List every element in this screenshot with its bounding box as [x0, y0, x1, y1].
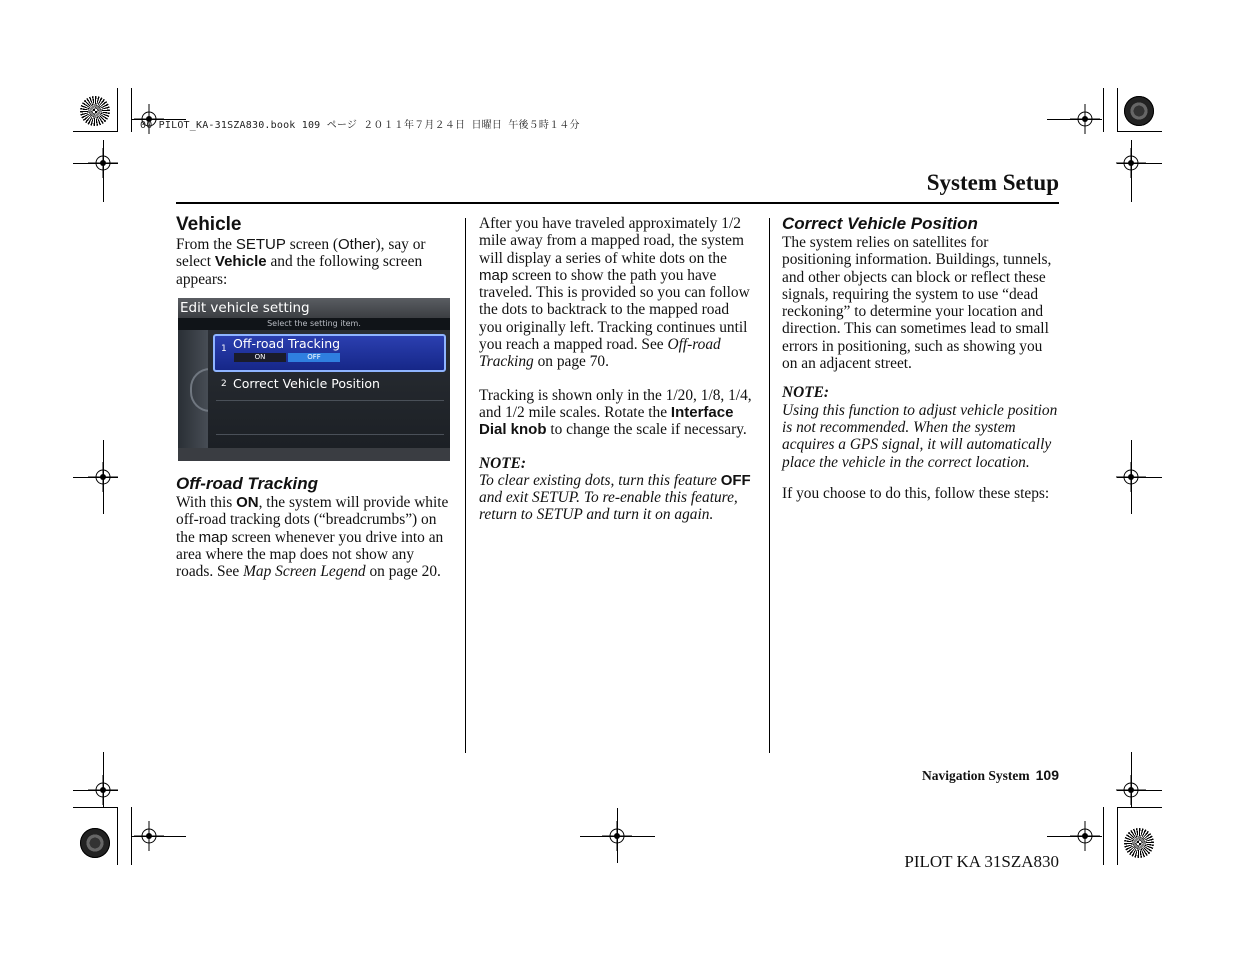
print-header: 00 PILOT_KA-31SZA830.book 109 ページ ２０１１年７月２４日 日曜日 午後５時１４分 — [140, 120, 580, 131]
crop-mark — [1117, 163, 1162, 164]
option-on[interactable]: ON — [234, 353, 286, 362]
crop-mark — [1047, 119, 1102, 120]
screen-footer-bar — [178, 448, 450, 461]
menu-item-number: 2 — [221, 379, 227, 389]
crop-mark — [73, 163, 118, 164]
crop-mark — [73, 131, 118, 132]
crop-mark — [117, 807, 118, 865]
off-road-tracking-body: With this ON, the system will provide white off-road tracking dots (“breadcrumbs”) on the map screen whenever you drive into an area where the map does not show any roads. See Map Screen Legend on page 20. — [176, 494, 449, 581]
vehicle-term: Vehicle — [214, 253, 267, 271]
edit-vehicle-setting-screen — [178, 298, 450, 461]
crop-mark — [1103, 807, 1104, 865]
paragraph-scales: Tracking is shown only in the 1/20, 1/8, 1/4, and 1/2 mile scales. Rotate the Interface Dial knob to change the scale if necessary. — [479, 386, 752, 439]
column-1-lower — [176, 474, 451, 580]
crop-mark — [131, 836, 186, 837]
crop-mark — [1103, 88, 1104, 132]
paragraph-dots: After you have traveled approximately 1/2 mile away from a mapped road, the system will display a series of white dots on the map screen to show the path you have traveled. This is provided so you can follow the dots to backtrack to the mapped road you originally left. Tracking continues until you reach a mapped road. See Off-road Tracking on page 70. — [479, 215, 750, 371]
menu-item-number: 1 — [221, 344, 227, 354]
menu-item-correct-vehicle-position[interactable]: Correct Vehicle Position — [233, 376, 380, 391]
crop-mark — [1131, 140, 1132, 202]
crop-mark — [103, 752, 104, 807]
cross-reference: Off-road Tracking — [479, 336, 721, 371]
crop-mark — [73, 790, 118, 791]
crop-mark — [1047, 836, 1102, 837]
crop-mark — [73, 477, 118, 478]
crop-mark — [131, 88, 132, 132]
map-term: map — [479, 266, 509, 284]
crop-mark — [1117, 131, 1162, 132]
note-body: To clear existing dots, turn this feature OFF and exit SETUP. To re-enable this feature, return to SETUP and turn it on again. — [479, 471, 751, 524]
menu-item-label: Off-road Tracking — [233, 336, 341, 351]
crop-mark — [1117, 790, 1162, 791]
crop-mark — [1117, 807, 1162, 808]
option-off[interactable]: OFF — [288, 353, 340, 362]
menu-divider — [216, 400, 444, 401]
map-term: map — [198, 528, 228, 546]
section-title: System Setup — [926, 170, 1059, 195]
note-label: NOTE: — [782, 384, 830, 402]
crop-mark — [1131, 752, 1132, 807]
paragraph-gps: The system relies on satellites for positioning information. Buildings, tunnels, and other objects can block or reflect these signals, requiring the system to use “dead reckoning” to determine your location and direction. This can sometimes lead to small errors in positioning, such as showing you on an adjacent street. — [782, 234, 1052, 373]
on-term: ON — [236, 494, 259, 511]
crop-mark — [617, 808, 618, 863]
paragraph-steps: If you choose to do this, follow these steps: — [782, 484, 1050, 502]
column-divider — [465, 218, 466, 753]
title-rule — [176, 202, 1059, 204]
column-divider — [769, 218, 770, 753]
crop-mark — [103, 440, 104, 514]
screen-title: Edit vehicle setting — [178, 298, 450, 318]
note-body: Using this function to adjust vehicle position is not recommended. When the system acquires a GPS signal, it will automatically place the vehicle in the correct location. — [782, 401, 1058, 471]
column-2 — [479, 215, 755, 524]
screen-side-bezel — [178, 330, 208, 448]
column-1 — [176, 214, 451, 288]
page-footer: Navigation System 109 — [922, 767, 1059, 783]
crop-mark — [117, 88, 118, 132]
note-label: NOTE: — [479, 454, 527, 472]
crop-mark — [103, 140, 104, 202]
screen-subtitle: Select the setting item. — [267, 319, 361, 328]
off-road-tracking-heading: Off-road Tracking — [176, 474, 319, 493]
interface-dial-term: Interface Dial knob — [479, 403, 734, 439]
crop-mark — [1117, 807, 1118, 865]
registration-dial-icon — [1124, 96, 1154, 126]
crop-mark — [1117, 477, 1162, 478]
crop-mark — [73, 807, 118, 808]
setup-term: SETUP — [235, 236, 286, 253]
page-number: 109 — [1035, 767, 1059, 783]
cross-reference: Map Screen Legend — [243, 563, 366, 581]
registration-dial-icon — [80, 96, 110, 126]
other-term: Other — [338, 236, 376, 253]
menu-divider — [216, 434, 444, 435]
registration-dial-icon — [1124, 828, 1154, 858]
crop-mark — [1117, 88, 1118, 132]
vehicle-heading: Vehicle — [176, 214, 242, 235]
correct-vehicle-position-heading: Correct Vehicle Position — [782, 214, 978, 233]
registration-dial-icon — [80, 828, 110, 858]
off-term: OFF — [720, 471, 751, 489]
crop-mark — [1131, 440, 1132, 514]
book-code: PILOT KA 31SZA830 — [904, 852, 1059, 871]
column-3 — [782, 214, 1060, 502]
vehicle-intro: From the SETUP screen (Other), say or select Vehicle and the following screen appears: — [176, 236, 426, 288]
